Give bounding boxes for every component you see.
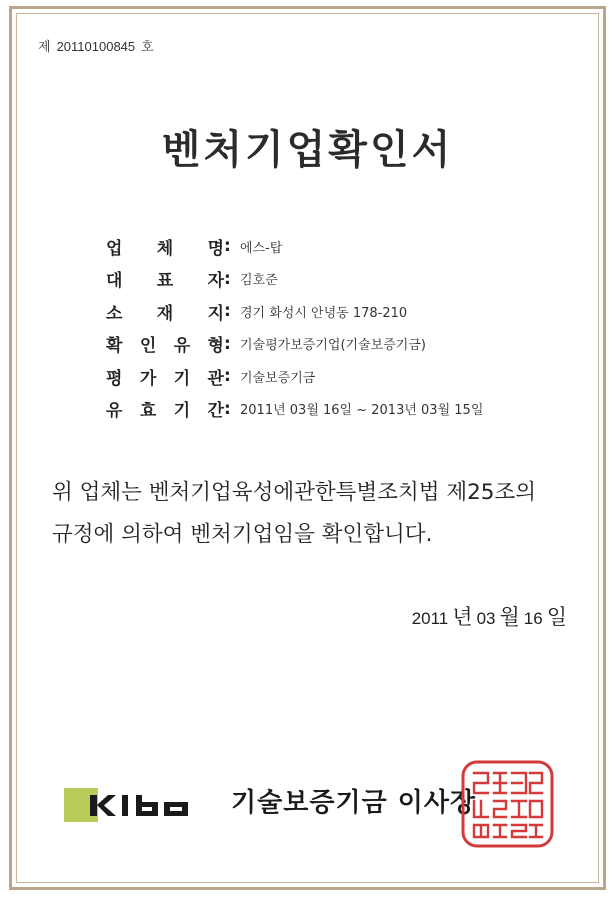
field-value-validity: 2011년 03월 16일 ~ 2013년 03월 15일	[240, 403, 484, 419]
kibo-logo	[64, 786, 214, 824]
certificate-number-suffix: 호	[141, 40, 154, 55]
certificate-number-prefix: 제	[38, 40, 51, 55]
colon: :	[224, 236, 231, 257]
document-title: 벤처기업확인서	[161, 127, 454, 173]
colon: :	[224, 333, 231, 354]
date-month: 03	[476, 609, 496, 628]
field-value-representative: 김호준	[240, 273, 278, 289]
field-row-company	[106, 230, 483, 263]
field-label: 평 가 기 관	[106, 368, 224, 389]
date-year-unit: 년	[452, 605, 473, 629]
field-value-agency: 기술보증기금	[240, 370, 316, 386]
official-seal-icon	[460, 759, 555, 849]
field-value-type: 기술평가보증기업(기술보증기금)	[240, 338, 426, 354]
corner-ornament	[585, 869, 599, 883]
issuer-name: 기술보증기금 이사장	[231, 788, 477, 818]
field-row-address	[106, 295, 483, 328]
field-value-address: 경기 화성시 안녕동 178-210	[240, 305, 408, 321]
statement-line-2: 규정에 의하여 벤처기업임을 확인합니다.	[52, 522, 433, 547]
field-label: 소 재 지	[106, 303, 224, 324]
corner-ornament	[16, 13, 30, 27]
date-day: 16	[523, 609, 543, 628]
field-row-type	[106, 328, 483, 361]
corner-ornament	[16, 869, 30, 883]
field-label: 업 체 명	[106, 238, 224, 259]
colon: :	[224, 268, 231, 289]
date-day-unit: 일	[546, 605, 567, 629]
field-label: 확 인 유 형	[106, 336, 224, 357]
corner-ornament	[585, 13, 599, 27]
date-month-unit: 월	[499, 605, 520, 629]
certificate-number	[38, 36, 154, 55]
field-row-agency	[106, 360, 483, 393]
field-row-validity	[106, 393, 483, 426]
statement-line-1: 위 업체는 벤처기업육성에관한특별조치법 제25조의	[52, 480, 537, 505]
colon: :	[224, 398, 231, 419]
field-label: 유 효 기 간	[106, 401, 224, 422]
confirmation-statement	[52, 472, 572, 556]
colon: :	[224, 301, 231, 322]
field-row-representative	[106, 263, 483, 296]
colon: :	[224, 366, 231, 387]
issue-date	[408, 601, 567, 631]
field-value-company: 에스-탑	[240, 240, 283, 256]
field-label: 대 표 자	[106, 271, 224, 292]
kibo-logo-icon	[64, 786, 214, 824]
field-list	[106, 230, 483, 425]
date-year: 2011	[411, 609, 449, 628]
certificate-number-value: 20110100845	[56, 39, 136, 54]
